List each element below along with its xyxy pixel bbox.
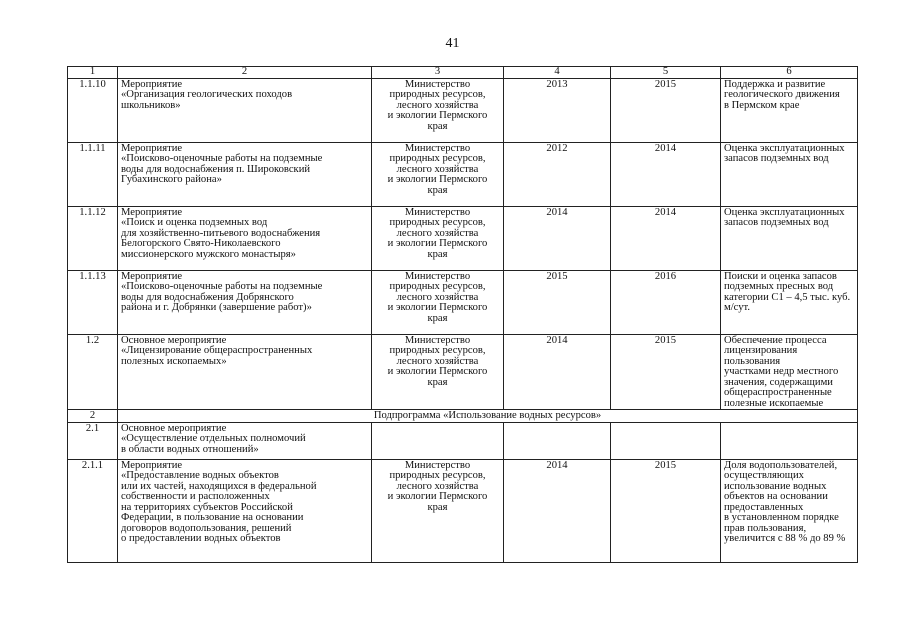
row-number: 2.1 [68, 422, 118, 459]
table-row [68, 78, 858, 142]
event-name: Основное мероприятие «Лицензирование общераспространенных полезных ископаемых» [121, 334, 313, 367]
header-cell-6: 6 [721, 67, 858, 79]
responsible-org: Министерство природных ресурсов, лесного хозяйства и экологии Пермского края [387, 459, 488, 513]
row-number: 1.1.13 [68, 270, 118, 334]
expected-result: Оценка эксплуатационных запасов подземных вод [724, 206, 845, 228]
table-row [68, 142, 858, 206]
responsible-org: Министерство природных ресурсов, лесного хозяйства и экологии Пермского края [387, 78, 488, 132]
row-number: 1.1.11 [68, 142, 118, 206]
table-row [68, 334, 858, 410]
event-name: Мероприятие «Организация геологических походов школьников» [121, 78, 293, 111]
table-row [68, 270, 858, 334]
header-cell-3: 3 [372, 67, 504, 79]
responsible-org: Министерство природных ресурсов, лесного хозяйства и экологии Пермского края [387, 334, 488, 388]
start-year: 2014 [504, 206, 611, 270]
expected-result: Доля водопользователей, осуществляющих использование водных объектов на основании предоставленных в установленном порядке прав пользования, увеличится с 88 % до 89 % [724, 459, 846, 544]
expected-result: Обеспечение процесса лицензирования пользования участками недр местного значения, содержащими общераспространенные полезные ископаемые [724, 334, 839, 409]
row-number: 1.1.12 [68, 206, 118, 270]
subprogram-number: 2 [68, 410, 118, 423]
page-number: 41 [445, 36, 460, 51]
row-number: 2.1.1 [68, 459, 118, 562]
event-name: Мероприятие «Поисково-оценочные работы на подземные воды для водоснабжения Добрянского района и г. Добрянки (завершение работ)» [121, 270, 323, 313]
responsible-org: Министерство природных ресурсов, лесного хозяйства и экологии Пермского края [387, 206, 488, 260]
start-year: 2014 [504, 334, 611, 410]
subprogram-title: Подпрограмма «Использование водных ресурсов» [118, 410, 858, 423]
end-year: 2015 [611, 334, 721, 410]
header-cell-1: 1 [68, 67, 118, 79]
event-name: Основное мероприятие «Осуществление отдельных полномочий в области водных отношений» [121, 422, 306, 455]
responsible-org: Министерство природных ресурсов, лесного хозяйства и экологии Пермского края [387, 142, 488, 196]
header-cell-5: 5 [611, 67, 721, 79]
event-name: Мероприятие «Поисково-оценочные работы на подземные воды для водоснабжения п. Широковский Губахинского района» [121, 142, 323, 185]
subprogram-row [68, 410, 858, 423]
responsible-org: Министерство природных ресурсов, лесного хозяйства и экологии Пермского края [387, 270, 488, 324]
header-row [68, 67, 858, 79]
event-name: Мероприятие «Поиск и оценка подземных вод для хозяйственно-питьевого водоснабжения Белогорского Свято-Николаевского миссионерского мужского монастыря» [121, 206, 321, 260]
expected-result: Поддержка и развитие геологического движения в Пермском крае [724, 78, 840, 111]
start-year: 2015 [504, 270, 611, 334]
header-cell-2: 2 [118, 67, 372, 79]
start-year: 2014 [504, 459, 611, 562]
program-table [67, 66, 858, 563]
table-row [68, 206, 858, 270]
expected-result: Поиски и оценка запасов подземных пресных вод категории С1 – 4,5 тыс. куб. м/сут. [724, 270, 851, 313]
end-year [611, 422, 721, 459]
start-year: 2012 [504, 142, 611, 206]
end-year: 2014 [611, 206, 721, 270]
row-number: 1.2 [68, 334, 118, 410]
expected-result: Оценка эксплуатационных запасов подземных вод [724, 142, 845, 164]
table-row [68, 459, 858, 562]
event-name: Мероприятие «Предоставление водных объектов или их частей, находящихся в федеральной собственности и расположенных на территориях субъектов Российской Федерации, в пользование на основании договоров водопользования, решений о предоставлении водных объектов [121, 459, 317, 544]
start-year: 2013 [504, 78, 611, 142]
row-number: 1.1.10 [68, 78, 118, 142]
end-year: 2014 [611, 142, 721, 206]
start-year [504, 422, 611, 459]
table-row [68, 422, 858, 459]
header-cell-4: 4 [504, 67, 611, 79]
end-year: 2015 [611, 78, 721, 142]
end-year: 2016 [611, 270, 721, 334]
end-year: 2015 [611, 459, 721, 562]
